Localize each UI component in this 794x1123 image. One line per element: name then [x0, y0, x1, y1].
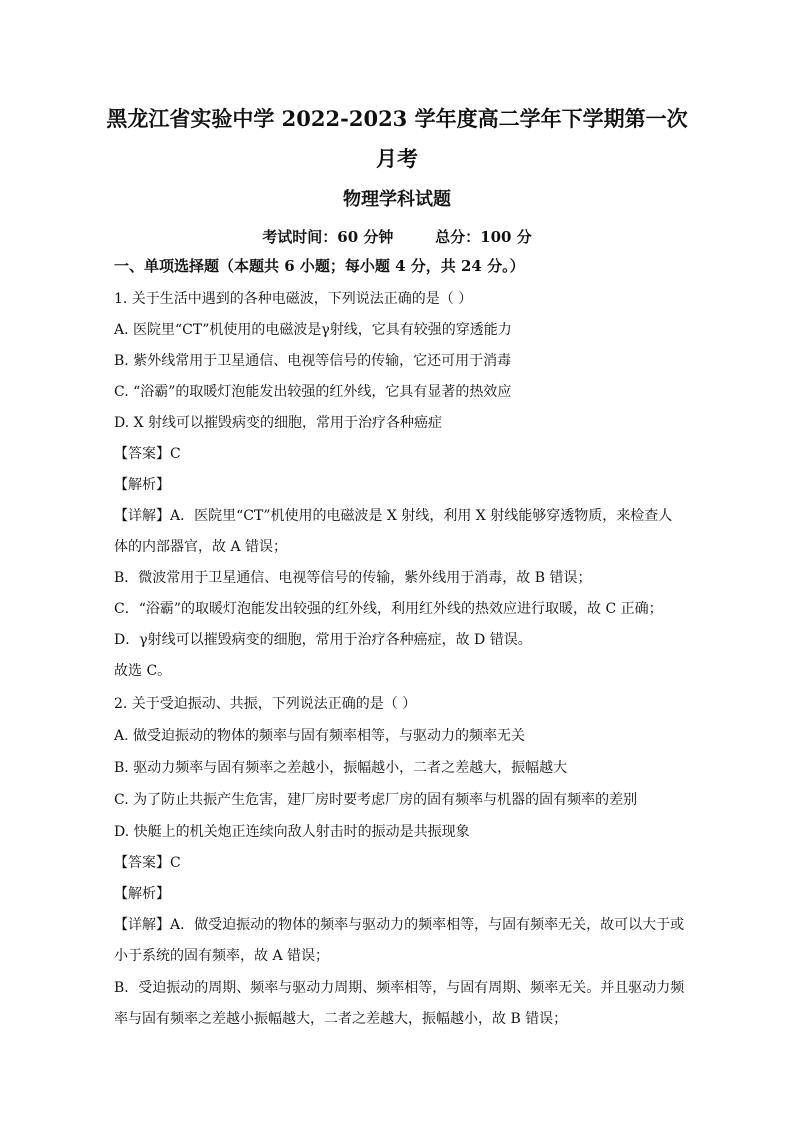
subject-title: 物理学科试题 — [343, 189, 451, 210]
question-2-stem: 2. 关于受迫振动、共振，下列说法正确的是（ ） — [114, 696, 417, 712]
question-2-option-b: B. 驱动力频率与固有频率之差越小，振幅越小，二者之差越大，振幅越大 — [114, 760, 568, 776]
question-1-detail: 【详解】A．医院里“CT”机使用的电磁波是 X 射线，利用 X 射线能够穿透物质，来检查人 — [114, 508, 673, 524]
question-1-detail: 体的内部器官，故 A 错误； — [114, 539, 288, 555]
question-2-option-c: C. 为了防止共振产生危害，建厂房时要考虑厂房的固有频率与机器的固有频率的差别 — [114, 792, 638, 808]
question-1-detail: C．“浴霸”的取暖灯泡能发出较强的红外线，利用红外线的热效应进行取暖，故 C 正确； — [114, 601, 663, 617]
question-1-conclusion: 故选 C。 — [114, 663, 172, 679]
question-2-detail: B．受迫振动的周期、频率与驱动力周期、频率相等，与固有周期、频率无关。并且驱动力频 — [114, 980, 685, 996]
question-1-detail: B．微波常用于卫星通信、电视等信号的传输，紫外线用于消毒，故 B 错误； — [114, 570, 592, 586]
question-1-option-d: D. X 射线可以摧毁病变的细胞，常用于治疗各种癌症 — [114, 415, 443, 431]
document-title-line2: 月考 — [376, 146, 418, 171]
document-title-line1: 黑龙江省实验中学 2022-2023 学年度高二学年下学期第一次 — [106, 106, 688, 131]
question-2-analysis-label: 【解析】 — [114, 886, 170, 902]
question-2-detail: 小于系统的固有频率，故 A 错误； — [114, 948, 330, 964]
question-1-option-c: C. “浴霸”的取暖灯泡能发出较强的红外线，它具有显著的热效应 — [114, 384, 512, 400]
question-2-option-d: D. 快艇上的机关炮正连续向敌人射击时的振动是共振现象 — [114, 824, 470, 840]
question-2-answer: 【答案】C — [114, 855, 181, 871]
question-1-option-b: B. 紫外线常用于卫星通信、电视等信号的传输，它还可用于消毒 — [114, 353, 512, 369]
exam-info: 考试时间：60 分钟 总分：100 分 — [262, 228, 532, 246]
question-2-detail: 率与固有频率之差越小振幅越大，二者之差越大，振幅越小，故 B 错误； — [114, 1011, 568, 1027]
question-2-detail: 【详解】A．做受迫振动的物体的频率与驱动力的频率相等，与固有频率无关，故可以大于或 — [114, 917, 685, 933]
question-1-option-a: A. 医院里“CT”机使用的电磁波是γ射线，它具有较强的穿透能力 — [114, 322, 512, 338]
question-1-answer: 【答案】C — [114, 446, 181, 462]
question-2-option-a: A. 做受迫振动的物体的频率与固有频率相等，与驱动力的频率无关 — [114, 728, 526, 744]
question-1-analysis-label: 【解析】 — [114, 477, 170, 493]
question-1-detail: D．γ射线可以摧毁病变的细胞，常用于治疗各种癌症，故 D 错误。 — [114, 632, 532, 648]
section-heading: 一、单项选择题（本题共 6 小题；每小题 4 分，共 24 分。） — [114, 257, 525, 275]
question-1-stem: 1. 关于生活中遇到的各种电磁波，下列说法正确的是（ ） — [114, 291, 473, 307]
